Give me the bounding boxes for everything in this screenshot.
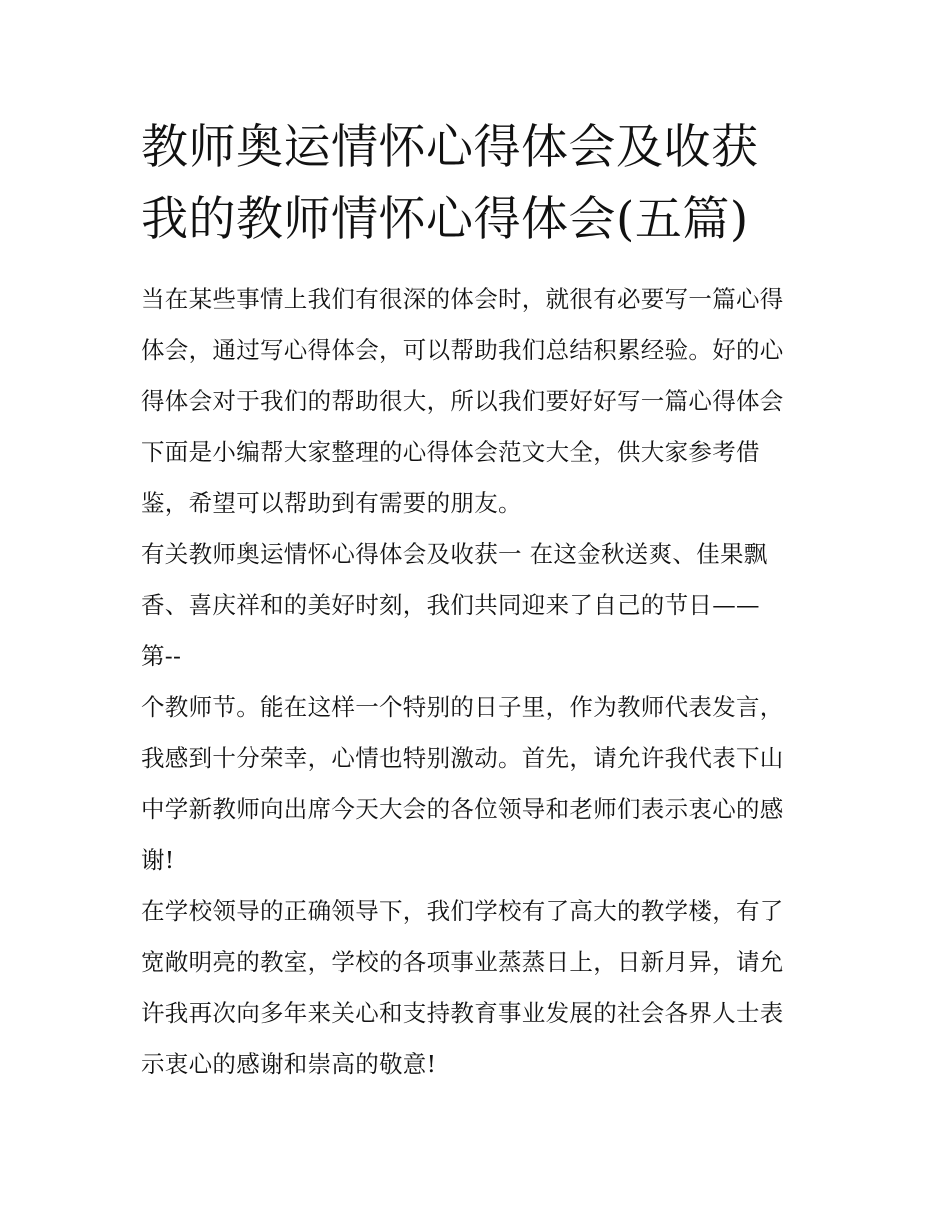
body-line-13: 在学校领导的正确领导下，我们学校有了高大的教学楼，有了 xyxy=(141,897,784,925)
body-line-3: 得体会对于我们的帮助很大，所以我们要好好写一篇心得体会 xyxy=(141,387,784,415)
body-line-11: 中学新教师向出席今天大会的各位领导和老师们表示衷心的感 xyxy=(141,795,784,823)
body-line-7: 香、喜庆祥和的美好时刻，我们共同迎来了自己的节日—— xyxy=(141,591,760,619)
body-line-2: 体会，通过写心得体会，可以帮助我们总结积累经验。好的心 xyxy=(141,336,784,364)
body-line-14: 宽敞明亮的教室，学校的各项事业蒸蒸日上，日新月异，请允 xyxy=(141,948,784,976)
body-line-1: 当在某些事情上我们有很深的体会时，就很有必要写一篇心得 xyxy=(141,285,784,313)
document-body xyxy=(141,274,813,1090)
document-content xyxy=(141,112,813,1090)
body-line-12: 谢! xyxy=(141,846,175,874)
body-line-5: 鉴，希望可以帮助到有需要的朋友。 xyxy=(141,489,522,517)
body-line-15: 许我再次向多年来关心和支持教育事业发展的社会各界人士表 xyxy=(141,999,784,1027)
body-line-6: 有关教师奥运情怀心得体会及收获一 在这金秋送爽、佳果飘 xyxy=(141,540,768,568)
document-title xyxy=(141,112,813,256)
title-line-1: 教师奥运情怀心得体会及收获 xyxy=(141,120,759,175)
body-line-9: 个教师节。能在这样一个特别的日子里，作为教师代表发言， xyxy=(141,693,784,721)
body-line-8: 第-- xyxy=(141,642,182,670)
body-line-4: 下面是小编帮大家整理的心得体会范文大全，供大家参考借 xyxy=(141,438,760,466)
body-line-16: 示衷心的感谢和崇高的敬意! xyxy=(141,1050,437,1078)
title-line-2: 我的教师情怀心得体会(五篇) xyxy=(141,192,749,247)
body-line-10: 我感到十分荣幸，心情也特别激动。首先，请允许我代表下山 xyxy=(141,744,784,772)
